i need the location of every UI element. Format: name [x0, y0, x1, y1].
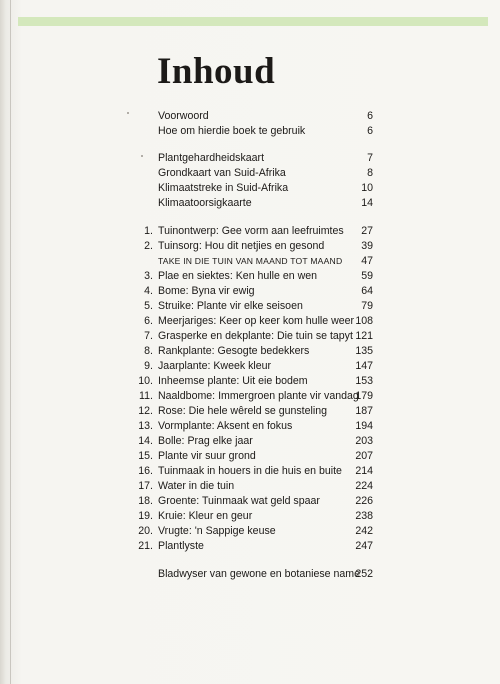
toc-entry-title: Groente: Tuinmaak wat geld spaar [158, 495, 320, 507]
toc-entry-page: 203 [355, 435, 373, 447]
toc-entry-page: 14 [361, 197, 373, 209]
chapter-number: 9. [144, 360, 153, 372]
toc-entry-page: 214 [355, 465, 373, 477]
toc-chapter-entry[interactable] [0, 524, 500, 539]
chapter-number: 16. [138, 465, 153, 477]
toc-entry-title: Rose: Die hele wêreld se gunsteling [158, 405, 328, 417]
toc-chapter-entry[interactable] [0, 464, 500, 479]
toc-entry-title: Inheemse plante: Uit eie bodem [158, 375, 308, 387]
toc-entry-title: Meerjariges: Keer op keer kom hulle weer [158, 315, 355, 327]
toc-entry-page: 59 [361, 270, 373, 282]
toc-entry-page: 39 [361, 240, 373, 252]
chapter-number: 1. [144, 225, 153, 237]
toc-entry-page: 121 [355, 330, 373, 342]
toc-entry-title: Hoe om hierdie boek te gebruik [158, 125, 306, 137]
toc-entry-page: 27 [361, 225, 373, 237]
toc-chapter-entry[interactable] [0, 224, 500, 239]
toc-entry-title: Klimaatoorsigkaarte [158, 197, 252, 209]
toc-entry-title: Kruie: Kleur en geur [158, 510, 253, 522]
toc-chapter-entry[interactable] [0, 494, 500, 509]
chapter-number: 19. [138, 510, 153, 522]
toc-chapter-entry[interactable] [0, 329, 500, 344]
toc-entry-page: 226 [355, 495, 373, 507]
toc-entry-title: Water in die tuin [158, 480, 235, 492]
chapter-number: 15. [138, 450, 153, 462]
toc-entry-title: Vrugte: 'n Sappige keuse [158, 525, 276, 537]
toc-entry-title: Plante vir suur grond [158, 450, 256, 462]
toc-chapter-entry[interactable] [0, 314, 500, 329]
toc-entry-page: 6 [367, 125, 373, 137]
toc-entry-page: 194 [355, 420, 373, 432]
toc-entry-page: 179 [355, 390, 373, 402]
chapter-number: 2. [144, 240, 153, 252]
toc-entry-how-to-use[interactable] [0, 124, 500, 139]
toc-entry-title: Grondkaart van Suid-Afrika [158, 167, 286, 179]
toc-entry-title: Plae en siektes: Ken hulle en wen [158, 270, 318, 282]
toc-chapter-entry[interactable] [0, 374, 500, 389]
toc-chapter-entry[interactable] [0, 434, 500, 449]
toc-entry-page: 8 [367, 167, 373, 179]
chapter-number: 4. [144, 285, 153, 297]
toc-entry-page: 64 [361, 285, 373, 297]
chapter-number: 13. [138, 420, 153, 432]
toc-entry-page: 79 [361, 300, 373, 312]
toc-entry-title: Jaarplante: Kweek kleur [158, 360, 272, 372]
toc-entry-page: 153 [355, 375, 373, 387]
toc-entry-title: TAKE IN DIE TUIN VAN MAAND TOT MAAND [158, 256, 343, 266]
toc-entry-title: Plantlyste [158, 540, 204, 552]
toc-entry-page: 135 [355, 345, 373, 357]
chapter-number: 5. [144, 300, 153, 312]
toc-entry-map[interactable] [0, 181, 500, 196]
toc-chapter-entry[interactable] [0, 404, 500, 419]
toc-entry-title: Rankplante: Gesogte bedekkers [158, 345, 310, 357]
toc-chapter-entry[interactable] [0, 539, 500, 554]
toc-entry-page: 10 [361, 182, 373, 194]
chapter-number: 20. [138, 525, 153, 537]
toc-entry-page: 147 [355, 360, 373, 372]
chapter-number: 18. [138, 495, 153, 507]
toc-entry-page: 7 [367, 152, 373, 164]
toc-chapter-entry[interactable] [0, 239, 500, 254]
toc-entry-page: 207 [355, 450, 373, 462]
toc-entry-page: 224 [355, 480, 373, 492]
toc-entry-map[interactable] [0, 196, 500, 211]
toc-entry-page: 47 [361, 255, 373, 267]
toc-chapter-entry[interactable] [0, 344, 500, 359]
chapter-number: 3. [144, 270, 153, 282]
toc-chapter-entry[interactable] [0, 284, 500, 299]
toc-entry-page: 252 [355, 568, 373, 580]
toc-entry-title: Bolle: Prag elke jaar [158, 435, 253, 447]
chapter-number: 10. [138, 375, 153, 387]
toc-entry-title: Tuinontwerp: Gee vorm aan leefruimtes [158, 225, 344, 237]
toc-entry-voorwoord[interactable] [0, 109, 500, 124]
toc-entry-title: Tuinmaak in houers in die huis en buite [158, 465, 342, 477]
toc-chapter-entry[interactable] [0, 254, 500, 269]
chapter-number: 11. [139, 390, 153, 402]
toc-entry-page: 247 [355, 540, 373, 552]
toc-entry-title: Tuinsorg: Hou dit netjies en gesond [158, 240, 325, 252]
chapter-number: 21. [138, 540, 153, 552]
toc-entry-title: Klimaatstreke in Suid-Afrika [158, 182, 289, 194]
toc-entry-page: 108 [355, 315, 373, 327]
toc-chapter-entry[interactable] [0, 479, 500, 494]
toc-entry-title: Voorwoord [158, 110, 209, 122]
toc-entry-title: Struike: Plante vir elke seisoen [158, 300, 303, 312]
toc-entry-map[interactable] [0, 151, 500, 166]
toc-entry-title: Naaldbome: Immergroen plante vir vandag [158, 390, 359, 402]
toc-entry-page: 187 [355, 405, 373, 417]
toc-entry-title: Plantgehardheidskaart [158, 152, 265, 164]
toc-chapter-entry[interactable] [0, 449, 500, 464]
toc-entry-map[interactable] [0, 166, 500, 181]
toc-entry-title: Vormplante: Aksent en fokus [158, 420, 293, 432]
chapter-number: 8. [144, 345, 153, 357]
toc-chapter-entry[interactable] [0, 299, 500, 314]
toc-entry-page: 238 [355, 510, 373, 522]
toc-chapter-entry[interactable] [0, 419, 500, 434]
chapter-number: 7. [144, 330, 153, 342]
chapter-number: 12. [138, 405, 153, 417]
chapter-number: 14. [138, 435, 153, 447]
toc-chapter-entry[interactable] [0, 359, 500, 374]
toc-entry-title: Bome: Byna vir ewig [158, 285, 255, 297]
toc-entry-page: 242 [355, 525, 373, 537]
chapter-number: 17. [138, 480, 153, 492]
chapter-number: 6. [144, 315, 153, 327]
toc-chapter-entry[interactable] [0, 509, 500, 524]
toc-entry-title: Grasperke en dekplante: Die tuin se tapyt [158, 330, 353, 342]
toc-entry-title: Bladwyser van gewone en botaniese name [158, 568, 361, 580]
toc-entry-index[interactable] [0, 567, 500, 582]
toc-chapter-entry[interactable] [0, 269, 500, 284]
page-title: Inhoud [157, 51, 276, 92]
toc-entry-page: 6 [367, 110, 373, 122]
toc-chapter-entry[interactable] [0, 389, 500, 404]
